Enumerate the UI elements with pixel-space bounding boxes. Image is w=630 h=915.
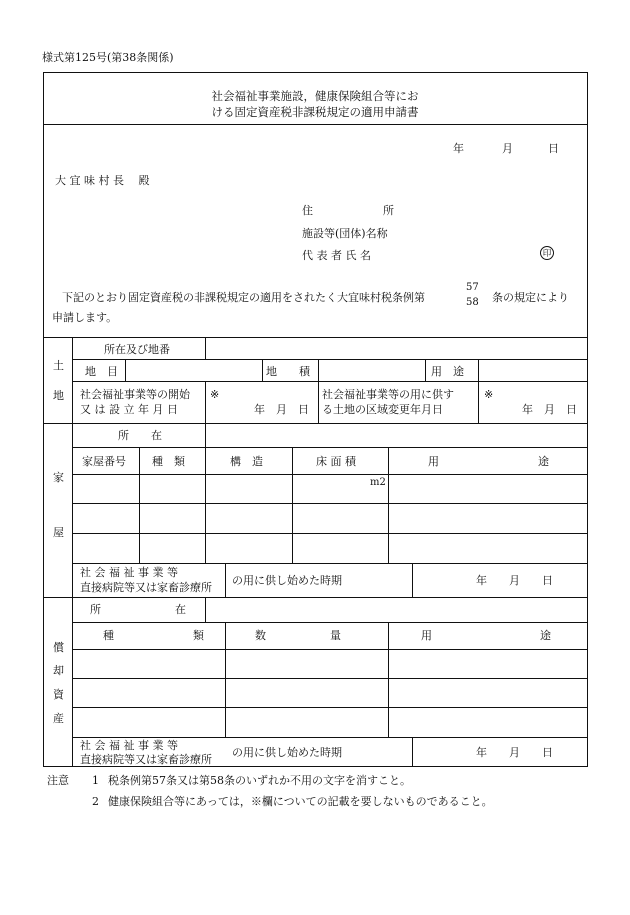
note-2-number: 2 [92, 795, 99, 808]
address-label-b: 所 [383, 204, 394, 217]
asset-label-3: 資 [53, 688, 64, 701]
form-title-line2: ける固定資産税非課税規定の適用申請書 [211, 105, 419, 119]
section-label-column-line [72, 337, 73, 767]
house-usage-ymd: 年 月 日 [476, 574, 553, 587]
asset-header-bottom [72, 649, 588, 650]
house-usage-start: の用に供し始めた時期 [232, 574, 342, 587]
house-row2-bottom [72, 533, 588, 534]
asset-usage-ymd: 年 月 日 [476, 746, 553, 759]
addressee: 大 宜 味 村 長 殿 [55, 174, 150, 187]
asset-label-4: 産 [53, 712, 64, 725]
date-year: 年 [453, 142, 464, 155]
house-usage-div-a [225, 563, 226, 597]
land-top-line [43, 337, 588, 338]
house-row3-bottom [72, 563, 588, 564]
article-58: 58 [466, 297, 479, 308]
form-title-line1: 社会福祉事業施設，健康保険組合等にお [211, 89, 419, 103]
change-date-mark: ※ [484, 388, 494, 401]
date-month: 月 [502, 142, 513, 155]
land-row2-div-e [478, 359, 479, 381]
land-row3-div-a [205, 381, 206, 423]
statement-line2: 申請します。 [52, 311, 118, 324]
change-date-label-1: 社会福祉事業等の用に供す [322, 388, 454, 401]
house-location-label: 所 在 [118, 429, 162, 442]
change-date-label-2: る土地の区域変更年月日 [322, 403, 443, 416]
house-col-use-b: 途 [538, 455, 549, 468]
house-usage-line1: 社 会 福 祉 事 業 等 [80, 566, 178, 579]
asset-row2-bottom [72, 707, 588, 708]
land-row3-div-b [318, 381, 319, 423]
asset-usage-label-2: 直接病院等又は家畜診療所 [80, 753, 212, 766]
asset-loc-divider [205, 597, 206, 622]
land-label-2: 地 [53, 389, 64, 402]
change-date-ymd: 年 月 日 [522, 403, 577, 416]
start-date-label-2: 又 は 設 立 年 月 日 [80, 403, 178, 416]
representative-label: 代 表 者 氏 名 [302, 249, 371, 262]
asset-location-a: 所 [90, 603, 101, 616]
house-usage-div-b [412, 563, 413, 597]
asset-usage-start: の用に供し始めた時期 [232, 746, 342, 759]
land-row1-divider [205, 337, 206, 359]
asset-location-b: 在 [175, 603, 186, 616]
house-usage-label-2: 直接病院等又は家畜診療所 [80, 581, 212, 594]
land-row2-bottom [72, 381, 588, 382]
address-label-a: 住 [302, 204, 313, 217]
house-bottom-line [43, 597, 588, 598]
asset-col-use-a: 用 [421, 629, 432, 642]
asset-grid-v1 [225, 622, 226, 737]
facility-name-label: 施設等(団体)名称 [302, 227, 388, 240]
asset-grid-v2 [388, 622, 389, 737]
asset-label-2: 却 [53, 664, 64, 677]
land-bottom-line [43, 423, 588, 424]
house-col-use-a: 用 [428, 455, 439, 468]
statement-text: 下記のとおり固定資産税の非課税規定の適用をされたく大宜味村税条例第 [62, 291, 425, 304]
asset-usage-div-b [412, 737, 413, 767]
asset-usage-line1: 社 会 福 祉 事 業 等 [80, 739, 178, 752]
note-1-number: 1 [92, 774, 99, 787]
asset-loc-bottom [72, 622, 588, 623]
land-use-label: 用 途 [431, 365, 464, 378]
note-1-text: 税条例第57条又は第58条のいずれか不用の文字を消すこと。 [108, 774, 411, 787]
house-header-bottom [72, 474, 588, 475]
house-row1-bottom [72, 503, 588, 504]
asset-col-quantity-b: 量 [330, 629, 341, 642]
land-row2-div-b [262, 359, 263, 381]
land-label-1: 土 [53, 359, 64, 372]
start-date-label-1: 社会福祉事業等の開始 [80, 388, 190, 401]
land-row1-bottom [72, 359, 588, 360]
house-col-type: 種 類 [152, 455, 185, 468]
house-grid-v2 [205, 447, 206, 563]
title-divider [43, 124, 588, 125]
asset-row1-bottom [72, 678, 588, 679]
land-row2-div-d [425, 359, 426, 381]
asset-col-quantity-a: 数 [255, 629, 266, 642]
house-col-structure: 構 造 [230, 455, 263, 468]
asset-row3-bottom [72, 737, 588, 738]
land-area-label: 地 積 [266, 365, 310, 378]
start-date-ymd: 年 月 日 [254, 403, 309, 416]
house-usage-label-1 [80, 567, 220, 578]
asset-col-type-a: 種 [103, 629, 114, 642]
start-date-mark: ※ [210, 388, 220, 401]
house-loc-bottom [72, 447, 588, 448]
house-col-number: 家屋番号 [82, 455, 126, 468]
house-label-2: 屋 [53, 526, 64, 539]
article-57: 57 [466, 282, 479, 293]
form-number: 様式第125号(第38条関係) [42, 51, 174, 64]
land-row2-div-a [125, 359, 126, 381]
house-col-floor-area: 床 面 積 [316, 455, 356, 468]
house-label-1: 家 [53, 471, 64, 484]
notes-label: 注意 [47, 774, 69, 787]
land-category-label: 地 目 [85, 365, 118, 378]
statement-text-after: 条の規定により [492, 291, 569, 304]
house-grid-v1 [139, 447, 140, 563]
house-loc-divider [205, 423, 206, 447]
seal-mark: 印 [540, 246, 554, 260]
date-day: 日 [548, 142, 559, 155]
asset-label-1: 償 [53, 641, 64, 654]
land-row2-div-c [318, 359, 319, 381]
asset-usage-label-1 [80, 740, 220, 751]
house-grid-v4 [388, 447, 389, 563]
asset-col-use-b: 途 [540, 629, 551, 642]
asset-col-type-b: 類 [193, 629, 204, 642]
house-unit-m2: m2 [370, 477, 386, 488]
land-row3-div-c [478, 381, 479, 423]
house-grid-v3 [292, 447, 293, 563]
note-2-text: 健康保険組合等にあっては，※欄についての記載を要しないものであること。 [108, 795, 493, 808]
land-location-label: 所在及び地番 [104, 343, 170, 356]
